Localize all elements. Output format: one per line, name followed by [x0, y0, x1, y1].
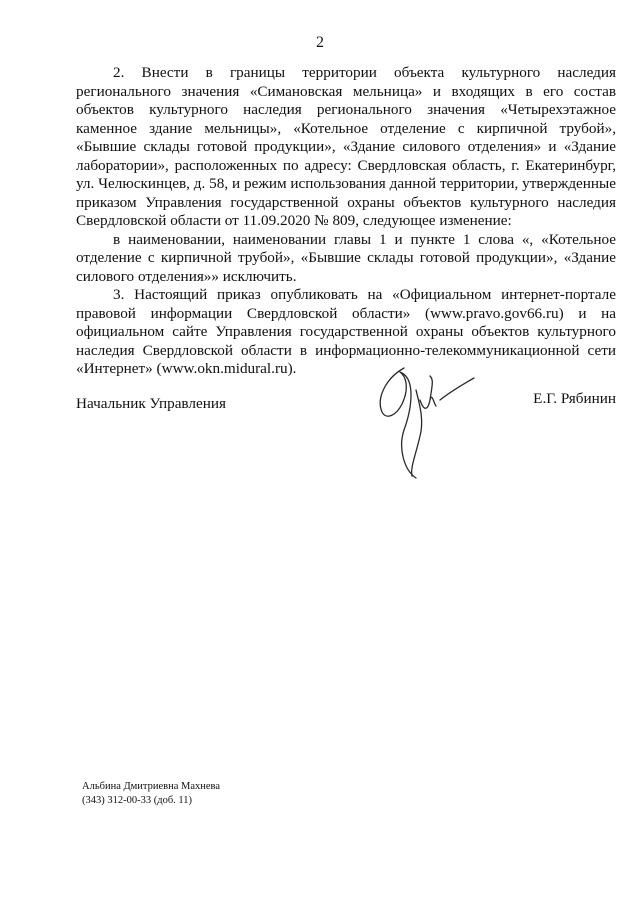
paragraph-item-2: 2. Внести в границы территории объекта культурного наследия регионального значения «Симановская мельница» и входящих в его состав объектов культурного наследия регионального значения «Четырехэтажное каменное здание мельницы», «Котельное отделение с кирпичной трубой», «Бывшие склады готовой продукции», «Здание силового отделения» и «Здание лаборатории», расположенных по адресу: Свердловская область, г. Екатеринбург, ул. Челюскинцев, д. 58, и режим использования данной территории, утвержденные приказом Управления государственной охраны объектов культурного наследия Свердловской области от 11.09.2020 № 809, следующее изменение: — [76, 64, 616, 229]
executor-phone: (343) 312-00-33 (доб. 11) — [82, 795, 193, 806]
executor-name: Альбина Дмитриевна Махнева — [82, 781, 221, 792]
executor-info — [82, 780, 220, 808]
paragraph-item-3: 3. Настоящий приказ опубликовать на «Официальном интернет-портале правовой информации Свердловской области» (www.pravo.gov66.ru) и на официальном сайте Управления государственной охраны объектов культурного наследия Свердловской области в информационно-телекоммуникационной сети «Интернет» (www.okn.midural.ru). — [76, 286, 616, 377]
paragraph-amendment: в наименовании, наименовании главы 1 и пункте 1 слова «, «Котельное отделение с кирпичной трубой», «Бывшие склады готовой продукции», «Здание силового отделения»» исключить. — [76, 230, 616, 285]
page-number: 2 — [316, 34, 324, 51]
signer-title: Начальник Управления — [76, 395, 226, 412]
signature-block — [76, 390, 616, 500]
handwritten-signature — [364, 360, 484, 485]
signer-name: Е.Г. Рябинин — [533, 390, 616, 407]
document-body — [76, 64, 616, 379]
